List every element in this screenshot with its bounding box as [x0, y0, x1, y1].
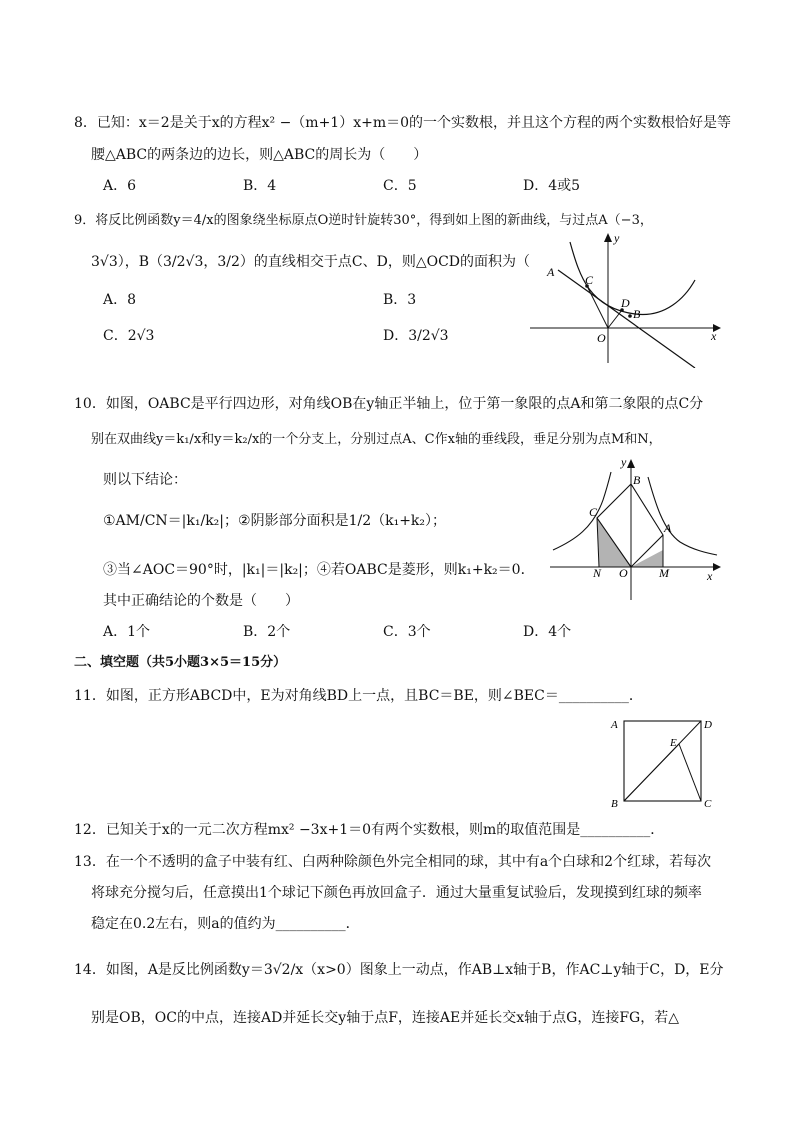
q11-segment-ec [679, 744, 701, 801]
q14-line1: 14．如图，A是反比例函数y＝3√2/x（x>0）图象上一动点，作AB⊥x轴于B，作AC⊥y轴于C，D，E分 [74, 962, 724, 978]
q11-figure [606, 712, 726, 812]
q14-line2: 别是OB，OC的中点，连接AD并延长交y轴于点F，连接AE并延长交x轴于点G，连接FG，若△ [91, 1010, 679, 1026]
q10-line4: ①AM/CN＝|k₁/k₂|；②阴影部分面积是1/2（k₁+k₂）； [103, 513, 447, 529]
q8-option-c: C．5 [383, 178, 417, 194]
q9-label-b: B [633, 307, 641, 321]
q10-y-arrow [627, 459, 635, 468]
q10-label-o: O [619, 566, 628, 580]
section-2-heading: 二、填空题（共5小题3×5＝15分） [74, 655, 287, 670]
q9-point-b [628, 314, 632, 318]
q10-label-n: N [593, 566, 602, 580]
q10-hyperbola-k1 [648, 477, 717, 555]
q11-label-b: B [611, 798, 618, 810]
q9-label-c: C [585, 273, 594, 287]
q11-segment-be [624, 744, 679, 801]
q10-option-c: C．3个 [383, 624, 431, 640]
q9-segment-od [608, 310, 622, 328]
q8-option-d: D．4或5 [523, 178, 581, 194]
q10-label-m: M [659, 566, 669, 580]
q10-line3: 则以下结论： [103, 472, 187, 488]
q9-label-o: O [597, 331, 606, 345]
q9-label-a: A [547, 265, 555, 279]
q10-line6: 其中正确结论的个数是（ ） [103, 593, 299, 609]
q10-x-arrow [713, 563, 721, 571]
q8-option-b: B．4 [243, 178, 277, 194]
q9-option-b: B．3 [383, 292, 417, 308]
q9-y-arrow [604, 233, 612, 242]
q10-line5: ③当∠AOC＝90°时，|k₁|＝|k₂|；④若OABC是菱形，则k₁+k₂＝0． [103, 562, 535, 578]
q11-text: 11．如图，正方形ABCD中，E为对角线BD上一点，且BC＝BE，则∠BEC＝__________． [74, 688, 643, 704]
q10-label-x: x [707, 569, 713, 583]
q10-option-a: A．1个 [103, 624, 151, 640]
q9-label-x: x [711, 329, 717, 343]
q9-label-d: D [621, 296, 630, 310]
q11-label-c: C [704, 798, 712, 810]
q10-label-y: y [621, 455, 627, 469]
q10-line2: 别在双曲线y＝k₁/x和y＝k₂/x的一个分支上，分别过点A、C作x轴的垂线段，垂足分别为点M和N， [91, 432, 662, 447]
q13-line3: 稳定在0.2左右，则a的值约为__________． [91, 916, 360, 932]
q10-label-c: C [589, 505, 598, 519]
q9-option-c: C．2√3 [103, 328, 155, 344]
q13-line2: 将球充分搅匀后，任意摸出1个球记下颜色再放回盒子．通过大量重复试验后，发现摸到红球的频率 [91, 885, 702, 901]
q12-text: 12．已知关于x的一元二次方程mx² −3x+1＝0有两个实数根，则m的取值范围是__________． [74, 822, 665, 838]
q8-option-a: A．6 [103, 178, 137, 194]
q9-figure [525, 228, 725, 368]
q11-label-d: D [704, 719, 712, 731]
q8-line2: 腰△ABC的两条边的边长，则△ABC的周长为（ ） [91, 147, 428, 163]
q9-option-a: A．8 [103, 292, 137, 308]
q10-option-b: B．2个 [243, 624, 291, 640]
q10-label-b: B [633, 473, 641, 487]
q9-label-y: y [614, 231, 620, 245]
q9-line-ab [558, 270, 695, 368]
q10-option-d: D．4个 [523, 624, 572, 640]
q9-line1: 9．将反比例函数y＝4/x的图象绕坐标原点O逆时针旋转30°，得到如上图的新曲线，与过点A（−3， [74, 213, 653, 228]
q9-line2: 3√3），B（3/2√3，3/2）的直线相交于点C、D，则△OCD的面积为（ [91, 254, 531, 270]
q10-label-a: A [664, 521, 672, 535]
q10-shade-right [631, 550, 663, 567]
q10-line1: 10．如图，OABC是平行四边形，对角线OB在y轴正半轴上，位于第一象限的点A和第二象限的点C分 [74, 396, 704, 412]
q10-figure [545, 452, 725, 602]
q13-line1: 13．在一个不透明的盒子中装有红、白两种除颜色外完全相同的球，其中有a个白球和2个红球，若每次 [74, 854, 712, 870]
q9-segment-oc [587, 286, 608, 328]
q8-line1: 8．已知：x＝2是关于x的方程x² −（m+1）x+m＝0的一个实数根，并且这个方程的两个实数根恰好是等 [74, 115, 732, 131]
q9-option-d: D．3/2√3 [383, 328, 449, 344]
q11-label-e: E [670, 737, 677, 749]
q11-label-a: A [611, 719, 618, 731]
